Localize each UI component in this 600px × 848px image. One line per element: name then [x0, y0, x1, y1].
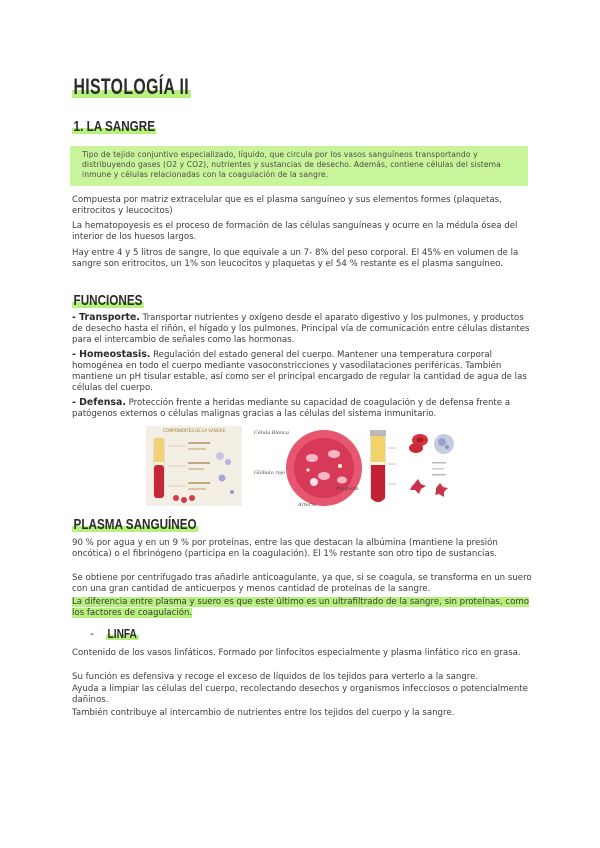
section-heading-plasma: PLASMA SANGUÍNEO	[73, 516, 197, 533]
plasma-centrifugado: Se obtiene por centrifugado tras añadirle anticoagulante, ya que, si se coagula, se transforma en un suero con una gran cantidad de anticuerpos y menos cantidad de proteínas de la sangre.	[72, 573, 532, 594]
blood-cells-figure	[406, 428, 456, 508]
figure-title: COMPONENTES DE LA SANGRE	[162, 428, 226, 433]
label-globulo-rojo: Glóbulo rojo	[254, 470, 286, 476]
term-transporte: - Transporte.	[72, 312, 140, 323]
linfa-limpiar: Ayuda a limpiar las células del cuerpo, recolectando desechos y organismos infecciosos o potencialmente dañinos.	[72, 684, 528, 705]
function-defensa: - Defensa. Protección frente a heridas mediante su capacidad de coagulación y de defensa frente a patógenos externos o células malignas gracias a las células del sistema inmunitario.	[72, 397, 511, 419]
definition-box	[70, 146, 528, 186]
section-heading-sangre: 1. LA SANGRE	[73, 118, 156, 135]
linfa-bullet: -	[90, 627, 94, 640]
paragraph-hematopoyesis: La hematopoyesis es el proceso de formación de las células sanguíneas y ocurre en la médula ósea del interior de los huesos largos.	[72, 221, 518, 242]
linfa-contenido: Contenido de los vasos linfáticos. Formado por linfocitos especialmente y plasma linfático rico en grasa.	[72, 648, 521, 658]
term-defensa: - Defensa.	[72, 397, 126, 408]
blood-tube-figure	[366, 428, 406, 508]
definition-text: Tipo de tejido conjuntivo especializado, líquido, que circula por los vasos sanguíneos transportando y distribuyendo gases (O2 y CO2), nutrientes y sustancias de desecho. Además, contiene células del sistema inmune y células relacionadas con la coagulación de la sangre.	[82, 150, 501, 179]
linfa-intercambio: También contribuye al intercambio de nutrientes entre los tejidos del cuerpo y la sangre.	[72, 708, 455, 718]
function-homeostasis: - Homeostasis. Regulación del estado general del cuerpo. Mantener una temperatura corporal homogénea en todo el cuerpo mediante vasoconstricciones y vasodilataciones periféricas. También mantiene un pH tisular estable, así como ser el principal encargado de regular la cantidad de agua de las células del cuerpo.	[72, 349, 527, 393]
linfa-funcion: Su función es defensiva y recoge el exceso de líquidos de los tejidos para verterlo a la sangre.	[72, 672, 479, 682]
label-celula-blanca: Célula Blanca	[254, 430, 290, 436]
blood-vessel-figure	[254, 424, 364, 508]
label-arteria: Arteria	[298, 502, 316, 508]
term-homeostasis: - Homeostasis.	[72, 349, 151, 360]
section-heading-linfa: LINFA	[107, 626, 137, 641]
plasma-composition: 90 % por agua y en un 9 % por proteínas, entre las que destacan la albúmina (mantiene la presión oncótica) o el fibrinógeno (participa en la coagulación). El 1% restante son otro tipo de sustancias.	[72, 538, 498, 559]
plasma-diferencia	[72, 597, 532, 619]
page-title: HISTOLOGÍA II	[73, 74, 190, 99]
blood-components-figure	[146, 426, 242, 506]
label-plaqueta: Plaqueta	[336, 486, 359, 492]
highlighted-text: La diferencia entre plasma y suero es que este último es un ultrafiltrado de la sangre, sin proteínas, como los factores de coagulación.	[72, 597, 529, 618]
paragraph-volume: Hay entre 4 y 5 litros de sangre, lo que equivale a un 7- 8% del peso corporal. El 45% en volumen de la sangre son eritrocitos, un 1% son leucocitos y plaquetas y el 54 % restante es el plasma sanguíneo.	[72, 248, 519, 269]
paragraph-composition: Compuesta por matriz extracelular que es el plasma sanguíneo y sus elementos formes (plaquetas, eritrocitos y leucocitos)	[72, 195, 502, 216]
section-heading-funciones: FUNCIONES	[73, 292, 143, 309]
function-transporte: - Transporte. Transportar nutrientes y oxígeno desde el aparato digestivo y los pulmones, y productos de desecho hasta el riñón, el hígado y los pulmones. Principal vía de comunicación entre células distantes para el intercambio de señales como las hormonas.	[72, 312, 530, 345]
